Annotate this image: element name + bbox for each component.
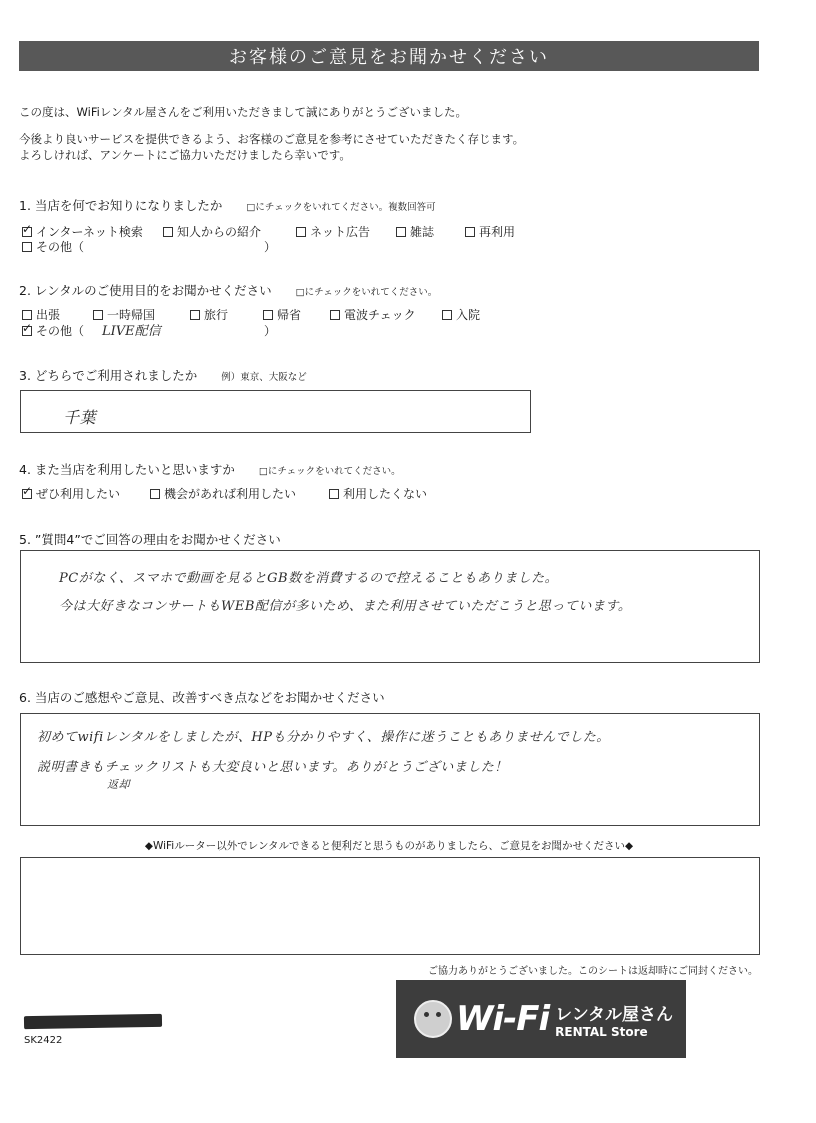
logo-en-text: RENTAL Store [555, 1024, 648, 1039]
checkbox-icon[interactable] [22, 310, 32, 320]
logo-wifi-text: Wi-Fi [456, 999, 550, 1039]
checkbox-icon[interactable] [22, 242, 32, 252]
q3-answer-box[interactable] [20, 390, 531, 433]
q2-option-label: 一時帰国 [107, 308, 156, 322]
q6-handwritten-line-1: 初めてwifiレンタルをしましたが、HPも分かりやすく、操作に迷うこともありませんでした。 [37, 730, 610, 745]
q6-answer-box[interactable] [20, 713, 760, 826]
q4-option-no[interactable] [329, 485, 427, 502]
logo-jp-text: レンタル屋さん [555, 1004, 674, 1025]
q6-title: 6. 当店のご感想やご意見、改善すべき点などをお聞かせください [19, 690, 385, 705]
checkbox-icon[interactable] [163, 227, 173, 237]
q3-note: 例）東京、大阪など [221, 372, 307, 383]
q2-option-signal-check[interactable] [330, 306, 416, 323]
checkbox-icon[interactable] [330, 310, 340, 320]
q5-answer-box[interactable] [20, 550, 760, 663]
q1-option-label: 知人からの紹介 [177, 225, 262, 239]
q1-option-label: ネット広告 [310, 225, 371, 239]
q5-handwritten-line-1: PCがなく、スマホで動画を見るとGB数を消費するので控えることもありました。 [59, 571, 559, 586]
q1-title-text: 1. 当店を何でお知りになりましたか [19, 198, 223, 213]
q1-option-reuse[interactable] [465, 223, 515, 240]
q1-title [19, 196, 436, 214]
brand-logo [396, 980, 686, 1058]
q4-option-label: 利用したくない [343, 487, 428, 501]
intro-line-3: よろしければ、アンケートにご協力いただけましたら幸いです。 [19, 148, 351, 162]
q5-handwritten-line-2: 今は大好きなコンサートもWEB配信が多いため、また利用させていただこうと思っています。 [59, 599, 632, 614]
q6-handwritten-line-2: 説明書きもチェックリストも大変良いと思います。ありがとうございました！ [37, 760, 508, 775]
q1-option-label: 雑誌 [410, 225, 435, 239]
extra-prompt: ◆WiFiルーター以外でレンタルできると便利だと思うものがありましたら、ご意見をお聞かせください◆ [144, 840, 634, 852]
checkbox-icon[interactable] [296, 227, 306, 237]
q2-option-label: 出張 [36, 308, 61, 322]
q2-title-text: 2. レンタルのご使用目的をお聞かせください [19, 283, 272, 298]
q4-option-if-chance[interactable] [150, 485, 296, 502]
q4-options [22, 485, 442, 501]
q1-note: □にチェックをいれてください。複数回答可 [246, 202, 436, 213]
q2-option-label: 入院 [456, 308, 481, 322]
q3-title [19, 366, 307, 384]
q1-options [22, 223, 582, 239]
checkbox-icon[interactable] [329, 489, 339, 499]
q1-other-close: ） [264, 240, 277, 254]
q2-option-label: 電波チェック [344, 308, 416, 322]
q5-title: 5. ”質問4”でご回答の理由をお聞かせください [19, 532, 281, 547]
q3-handwritten-answer: 千葉 [63, 408, 97, 427]
footer-thanks: ご協力ありがとうございました。このシートは返却時にご同封ください。 [428, 966, 758, 977]
survey-title: お客様のご意見をお聞かせください [19, 41, 759, 71]
extra-answer-box[interactable] [20, 857, 760, 955]
q2-other-close: ） [264, 324, 277, 338]
q2-other[interactable] [22, 322, 282, 340]
q4-option-definitely[interactable] [22, 485, 120, 502]
q2-option-return-home[interactable] [263, 306, 301, 323]
q2-other-label: その他（ [36, 324, 85, 338]
q2-option-travel[interactable] [190, 306, 228, 323]
q4-option-label: ぜひ利用したい [36, 487, 121, 501]
checkbox-icon[interactable] [263, 310, 273, 320]
q2-other-handwritten: LIVE配信 [102, 324, 161, 339]
q3-title-text: 3. どちらでご利用されましたか [19, 368, 198, 383]
q1-option-label: インターネット検索 [36, 225, 143, 239]
q2-option-hospital[interactable] [442, 306, 480, 323]
q4-title [19, 460, 401, 478]
checkbox-icon[interactable] [442, 310, 452, 320]
q1-other-label: その他（ [36, 240, 85, 254]
checkbox-icon[interactable] [150, 489, 160, 499]
checkbox-checked-icon[interactable] [22, 227, 32, 237]
q1-option-net-ad[interactable] [296, 223, 370, 240]
q2-option-label: 帰省 [277, 308, 302, 322]
q6-handwritten-insert: 返却 [107, 778, 130, 791]
q4-title-text: 4. また当店を利用したいと思いますか [19, 462, 235, 477]
crown-mascot-icon [414, 1000, 452, 1038]
checkbox-icon[interactable] [465, 227, 475, 237]
redacted-serial [24, 1014, 162, 1029]
q1-other[interactable] [22, 238, 282, 254]
q2-options [22, 306, 522, 322]
checkbox-icon[interactable] [190, 310, 200, 320]
q4-note: □にチェックをいれてください。 [258, 466, 401, 477]
q2-option-label: 旅行 [204, 308, 229, 322]
q4-option-label: 機会があれば利用したい [164, 487, 297, 501]
checkbox-checked-icon[interactable] [22, 489, 32, 499]
checkbox-icon[interactable] [93, 310, 103, 320]
intro-line-2: 今後より良いサービスを提供できるよう、お客様のご意見を参考にさせていただきたく存じます。 [19, 132, 525, 146]
checkbox-icon[interactable] [396, 227, 406, 237]
checkbox-checked-icon[interactable] [22, 326, 32, 336]
q1-option-magazine[interactable] [396, 223, 434, 240]
intro-line-1: この度は、WiFiレンタル屋さんをご利用いただきまして誠にありがとうございました。 [19, 105, 468, 119]
q1-option-label: 再利用 [479, 225, 516, 239]
q2-title [19, 281, 437, 299]
form-code: SK2422 [24, 1035, 63, 1046]
q2-note: □にチェックをいれてください。 [295, 287, 438, 298]
